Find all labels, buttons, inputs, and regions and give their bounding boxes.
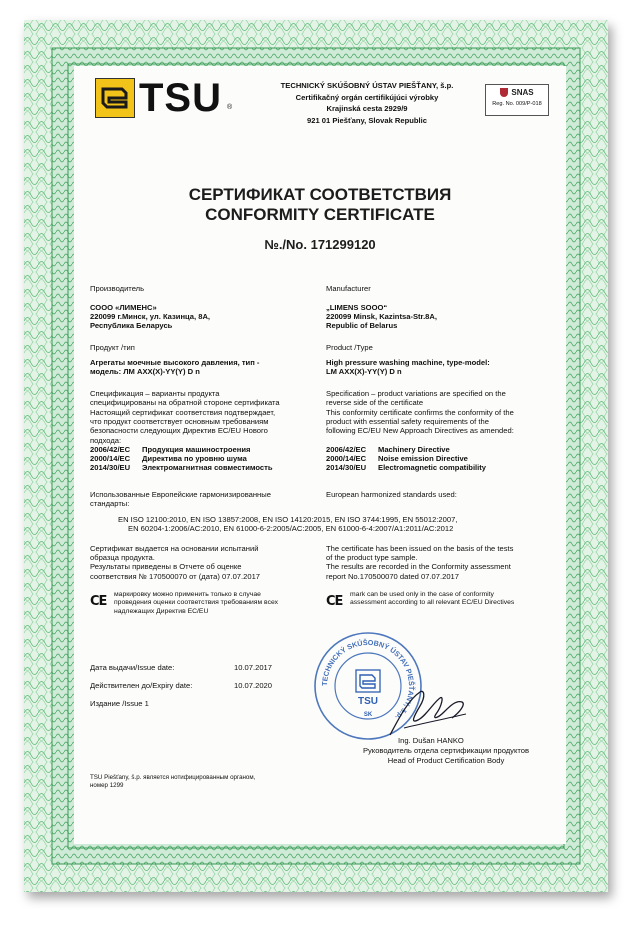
product-en-line: LM AXX(X)-YY(Y) D n (326, 367, 402, 377)
standards-line: EN ISO 12100:2010, EN ISO 13857:2008, EN ISO 14120:2015, EN ISO 3744:1995, EN 55012:2007, (118, 515, 458, 524)
edition-label: Издание /Issue 1 (90, 699, 149, 708)
product-ru-line: модель: ЛМ AXX(X)-YY(Y) D n (90, 367, 200, 377)
standards-label-ru-line: стандарты: (90, 499, 130, 509)
product-en (326, 358, 490, 376)
directive-code: 2006/42/EC (90, 445, 131, 454)
manufacturer-label-en: Manufacturer (326, 284, 371, 293)
standards-line: EN 60204-1:2006/AC:2010, EN 61000-6-2:2005/AC:2005, EN 61000-6-4:2007/A1:2011/AC:2012 (128, 524, 454, 534)
issue-date-value: 10.07.2017 (234, 663, 273, 672)
expiry-date-label: Действителен до/Expiry date: (90, 681, 193, 690)
ce-ru-line: надлежащих Директив ЕС/EU (114, 607, 209, 615)
signatory-role-ru: Руководитель отдела сертификации продуктов (362, 746, 530, 755)
issuer-body: Certifikačný orgán certifikújúci výrobky (295, 92, 439, 102)
basis-ru (90, 544, 260, 581)
issuer-address (242, 80, 492, 126)
directive-code: 2000/14/EC (90, 454, 131, 464)
issue-date-label: Дата выдачи/Issue date: (90, 663, 175, 672)
ce-en-line: assessment according to all relevant EC/EU Directives (350, 599, 515, 607)
directive-name: Electromagnetic compatibility (378, 463, 487, 473)
directive-row (90, 445, 273, 454)
confirm-ru-line: что продукт соответствует основным требованиям (90, 417, 269, 427)
logo-text: TSU (139, 76, 222, 120)
manufacturer-en-line: 220099 Minsk, Kazintsa-Str.8A, (326, 312, 438, 322)
basis-en-line: of the product type sample. (326, 553, 418, 563)
footer-line: номер 1299 (90, 782, 124, 789)
ce-mark-icon: CE (90, 594, 107, 609)
directive-row (326, 454, 486, 463)
signatory-name: Ing. Dušan HANKO (398, 736, 464, 745)
directive-name: Продукция машиностроения (142, 445, 251, 454)
directive-code: 2000/14/EC (326, 454, 367, 464)
spec-en-line: Specification – product variations are specified on the (326, 389, 506, 398)
product-ru-line: Агрегаты моечные высокого давления, тип - (90, 358, 260, 367)
basis-ru-line: Сертификат выдается на основании испытаний (90, 544, 259, 553)
ce-en-line: mark can be used only in the case of conformity (350, 591, 494, 598)
manufacturer-en-line: „LIMENS SOOO“ (326, 303, 388, 312)
basis-en-line: The results are recorded in the Conformity assessment (326, 562, 511, 572)
stamp-bottom-text: SK (363, 712, 373, 718)
directive-row (90, 463, 273, 472)
directive-code: 2014/30/EU (90, 463, 131, 473)
directive-name: Электромагнитная совместимость (142, 463, 273, 473)
manufacturer-ru-line: СООО «ЛИМЕНС» (90, 303, 157, 312)
tsu-logo-icon (95, 78, 135, 118)
standards-list (118, 515, 558, 533)
manufacturer-ru-line: 220099 г.Минск, ул. Казинца, 8А, (90, 312, 211, 322)
snas-reg-no: Reg. No. 009/P-018 (492, 101, 542, 107)
directive-code: 2014/30/EU (326, 463, 367, 473)
basis-en-line: report No.170500070 dated 07.07.2017 (326, 571, 460, 581)
manufacturer-en (326, 303, 437, 331)
title-ru: СЕРТИФИКАТ СООТВЕТСТВИЯ (188, 185, 452, 204)
ce-note-en (350, 591, 514, 608)
ce-mark-icon: CE (326, 594, 343, 609)
directive-row (90, 454, 273, 463)
directive-name: Noise emission Directive (378, 454, 468, 464)
certificate-number: №./No. 171299120 (264, 237, 376, 252)
issuer-name: TECHNICKÝ SKÚŠOBNÝ ÚSTAV PIEŠŤANY, š.p. (280, 81, 454, 90)
signatory-role-en: Head of Product Certification Body (387, 756, 505, 765)
basis-en (326, 544, 513, 581)
standards-label-ru (90, 490, 271, 508)
directive-row (326, 445, 486, 454)
basis-ru-line: Результаты приведены в Отчете об оценке (90, 562, 242, 572)
spec-en-line: reverse side of the certificate (326, 398, 424, 408)
issuer-street: Krajinská cesta 2929/9 (326, 104, 408, 113)
basis-ru-line: образца продукта. (90, 553, 155, 563)
basis-en-line: The certificate has been issued on the basis of the tests (326, 544, 514, 553)
product-label-ru: Продукт /тип (90, 343, 135, 352)
directives-en (326, 445, 486, 473)
directive-name: Директива по уровню шума (142, 454, 247, 464)
product-label-en: Product /Type (326, 343, 373, 352)
spec-ru-line: специфицированы на обратной стороне сертификата (90, 398, 280, 408)
standards-label-ru-line: Использованные Европейские гармонизированные (90, 490, 271, 499)
issuer-city: 921 01 Piešťany, Slovak Republic (307, 115, 427, 125)
standards-label-en: European harmonized standards used: (326, 490, 457, 499)
confirm-ru-line: безопасности следующих Директив ЕС/EU Нового (90, 426, 268, 436)
confirm-ru-line: Настоящий сертификат соответствия подтверждает, (90, 408, 276, 417)
manufacturer-ru-line: Республика Беларусь (90, 321, 173, 331)
ce-ru-line: проведения оценки соответствия требованиям всех (114, 599, 279, 607)
manufacturer-label-ru: Производитель (90, 284, 145, 293)
snas-accreditation-box (485, 84, 549, 116)
snas-mark: SNAS (511, 88, 534, 97)
confirm-en-line: following EC/EU New Approach Directives as amended: (326, 426, 514, 436)
registered-mark: ® (227, 104, 233, 111)
expiry-date-value: 10.07.2020 (234, 681, 273, 690)
confirmation-en (326, 408, 514, 436)
basis-ru-line: соответствия № 170500070 от (дата) 07.07.2017 (90, 571, 261, 581)
confirm-en-line: product with essential safety requirements of the (326, 417, 489, 427)
confirm-en-line: This conformity certificate confirms the conformity of the (326, 408, 514, 417)
ce-ru-line: маркировку можно применить только в случае (114, 591, 261, 598)
spec-ru-line: Спецификация – варианты продукта (90, 389, 220, 398)
directive-code: 2006/42/EC (326, 445, 367, 454)
stamp-ring-text: TECHNICKÝ SKÚŠOBNÝ ÚSTAV PIEŠŤANY, š.p. (319, 637, 417, 723)
stamp-center-text: TSU (358, 696, 378, 707)
manufacturer-ru (90, 303, 210, 331)
footer-note (90, 774, 255, 790)
specification-en (326, 389, 506, 407)
directive-name: Machinery Directive (378, 445, 450, 454)
snas-shield-icon (500, 88, 508, 97)
product-ru (90, 358, 259, 376)
footer-line: TSU Piešťany, š.p. является нотифицированным органом, (90, 774, 256, 781)
confirmation-ru (90, 408, 275, 445)
ce-note-ru (114, 591, 278, 616)
product-en-line: High pressure washing machine, type-model: (326, 358, 490, 367)
specification-ru (90, 389, 280, 407)
manufacturer-en-line: Republic of Belarus (326, 321, 398, 331)
directive-row (326, 463, 486, 472)
directives-ru (90, 445, 273, 473)
title-en: CONFORMITY CERTIFICATE (205, 205, 435, 224)
confirm-ru-line: подхода: (90, 435, 122, 445)
